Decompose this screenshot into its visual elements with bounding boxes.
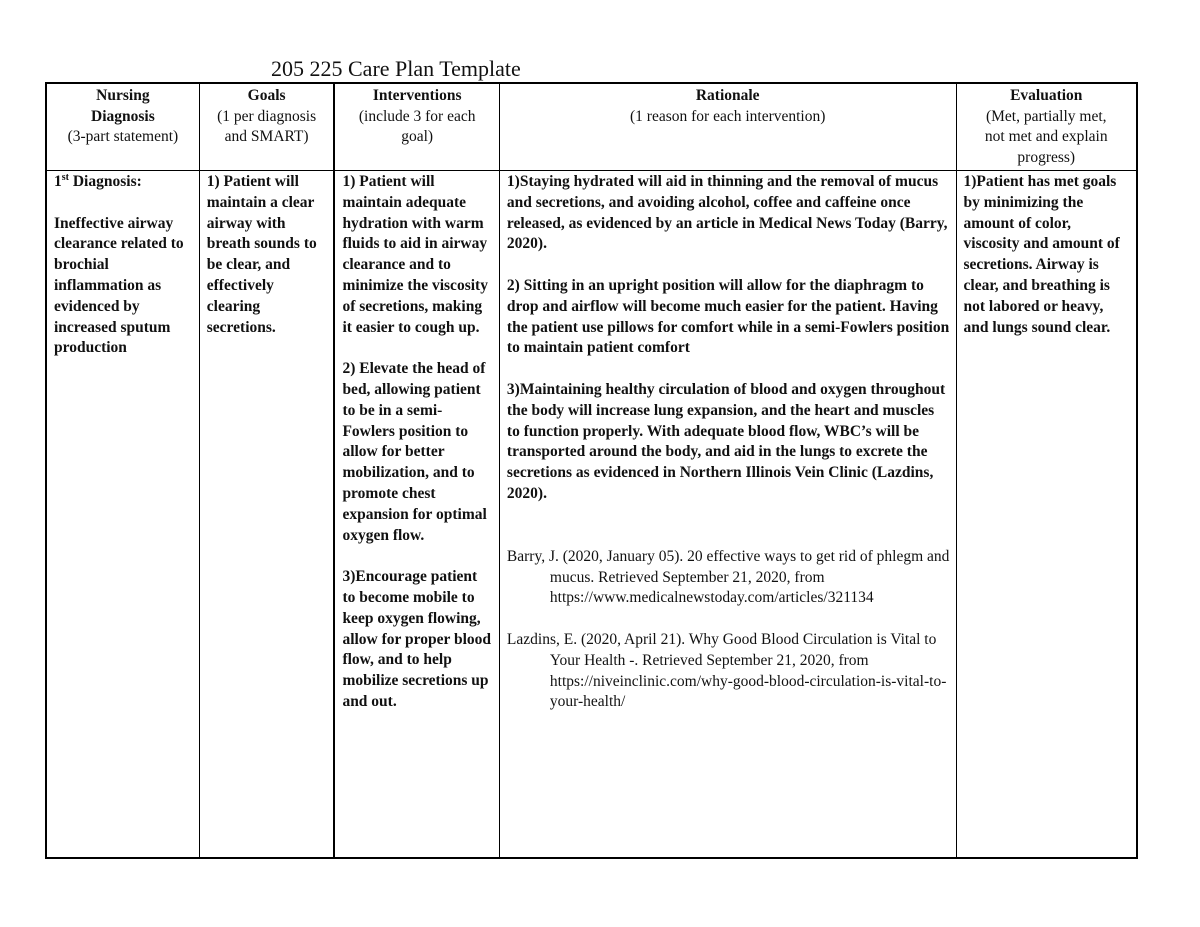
header-evaluation [956,83,1137,171]
reference-item: Lazdins, E. (2020, April 21). Why Good Blood Circulation is Vital to Your Health -. Retrieved September 21, 2020, from https://niveinclinic.com/why-good-blood-circulation-is-vital-to-your-health/ [506,630,947,711]
header-subtitle: progress) [1017,148,1076,166]
intervention-item: 1) Patient will maintain adequate hydration with warm fluids to aid in airway clearance and to minimize the viscosity of secretions, making it easier to cough up. [342,173,488,336]
evaluation-text: 1)Patient has met goals by minimizing the amount of color, viscosity and amount of secretions. Airway is clear, and breathing is not labored or heavy, and lungs sound clear. [963,173,1120,336]
evaluation-cell [956,171,1137,859]
interventions-cell [334,171,499,859]
header-interventions [334,83,499,171]
header-row [46,83,1137,171]
header-nursing-diagnosis [46,83,199,171]
header-subtitle: goal) [401,128,434,145]
header-rationale [499,83,956,171]
header-subtitle: (include 3 for each [358,107,476,125]
reference-item: Barry, J. (2020, January 05). 20 effective ways to get rid of phlegm and mucus. Retrieved September 21, 2020, from https://www.medicalnewstoday.com/articles/321134 [506,547,950,607]
diagnosis-text: Ineffective airway clearance related to brochial inflammation as evidenced by increased sputum production [54,214,184,357]
rationale-item: 2) Sitting in an upright position will allow for the diaphragm to drop and airflow will become much easier for the patient. Having the patient use pillows for comfort while in a semi-Fowlers position to maintain patient comfort [506,276,950,357]
header-title: Evaluation [1010,87,1083,104]
header-title: Goals [247,87,286,104]
header-subtitle: not met and explain [984,128,1108,145]
rationale-cell [499,171,956,859]
header-subtitle: and SMART) [224,128,309,145]
header-subtitle: (Met, partially met, [985,107,1107,125]
goal-cell [199,171,334,859]
rationale-item: 3)Maintaining healthy circulation of blood and oxygen throughout the body will increase lung expansion, and the heart and muscles to function properly. With adequate blood flow, WBC’s will be transported around the body, and aid in the lungs to excrete the secretions as evidenced in Northern Illinois Vein Clinic (Lazdins, 2020). [506,380,946,502]
header-goals [199,83,334,171]
document-title: 205 225 Care Plan Template [271,56,521,81]
intervention-item: 3)Encourage patient to become mobile to keep oxygen flowing, allow for proper blood flow, and to help mobilize secretions up and out. [342,568,491,710]
header-title: Diagnosis [91,107,155,125]
references-list [507,547,950,713]
intervention-item: 2) Elevate the head of bed, allowing patient to be in a semi-Fowlers position to allow for better mobilization, and to promote chest expansion for optimal oxygen flow. [342,360,487,544]
header-title: Rationale [695,87,760,104]
header-title: Nursing [96,87,150,104]
header-subtitle: (1 per diagnosis [217,107,317,125]
diagnosis-cell [46,171,199,859]
header-subtitle: (3-part statement) [67,128,179,145]
goal-text: 1) Patient will maintain a clear airway with breath sounds to be clear, and effectively clearing secretions. [206,173,317,336]
care-plan-row [46,171,1137,859]
care-plan-table [45,82,1138,859]
header-title: Interventions [372,87,462,104]
rationale-item: 1)Staying hydrated will aid in thinning and the removal of mucus and secretions, and avoiding alcohol, coffee and caffeine once released, as evidenced by an article in Medical News Today (Barry, 2020). [506,173,948,253]
header-subtitle: (1 reason for each intervention) [630,107,826,125]
diagnosis-label: 1st Diagnosis: [54,171,142,190]
